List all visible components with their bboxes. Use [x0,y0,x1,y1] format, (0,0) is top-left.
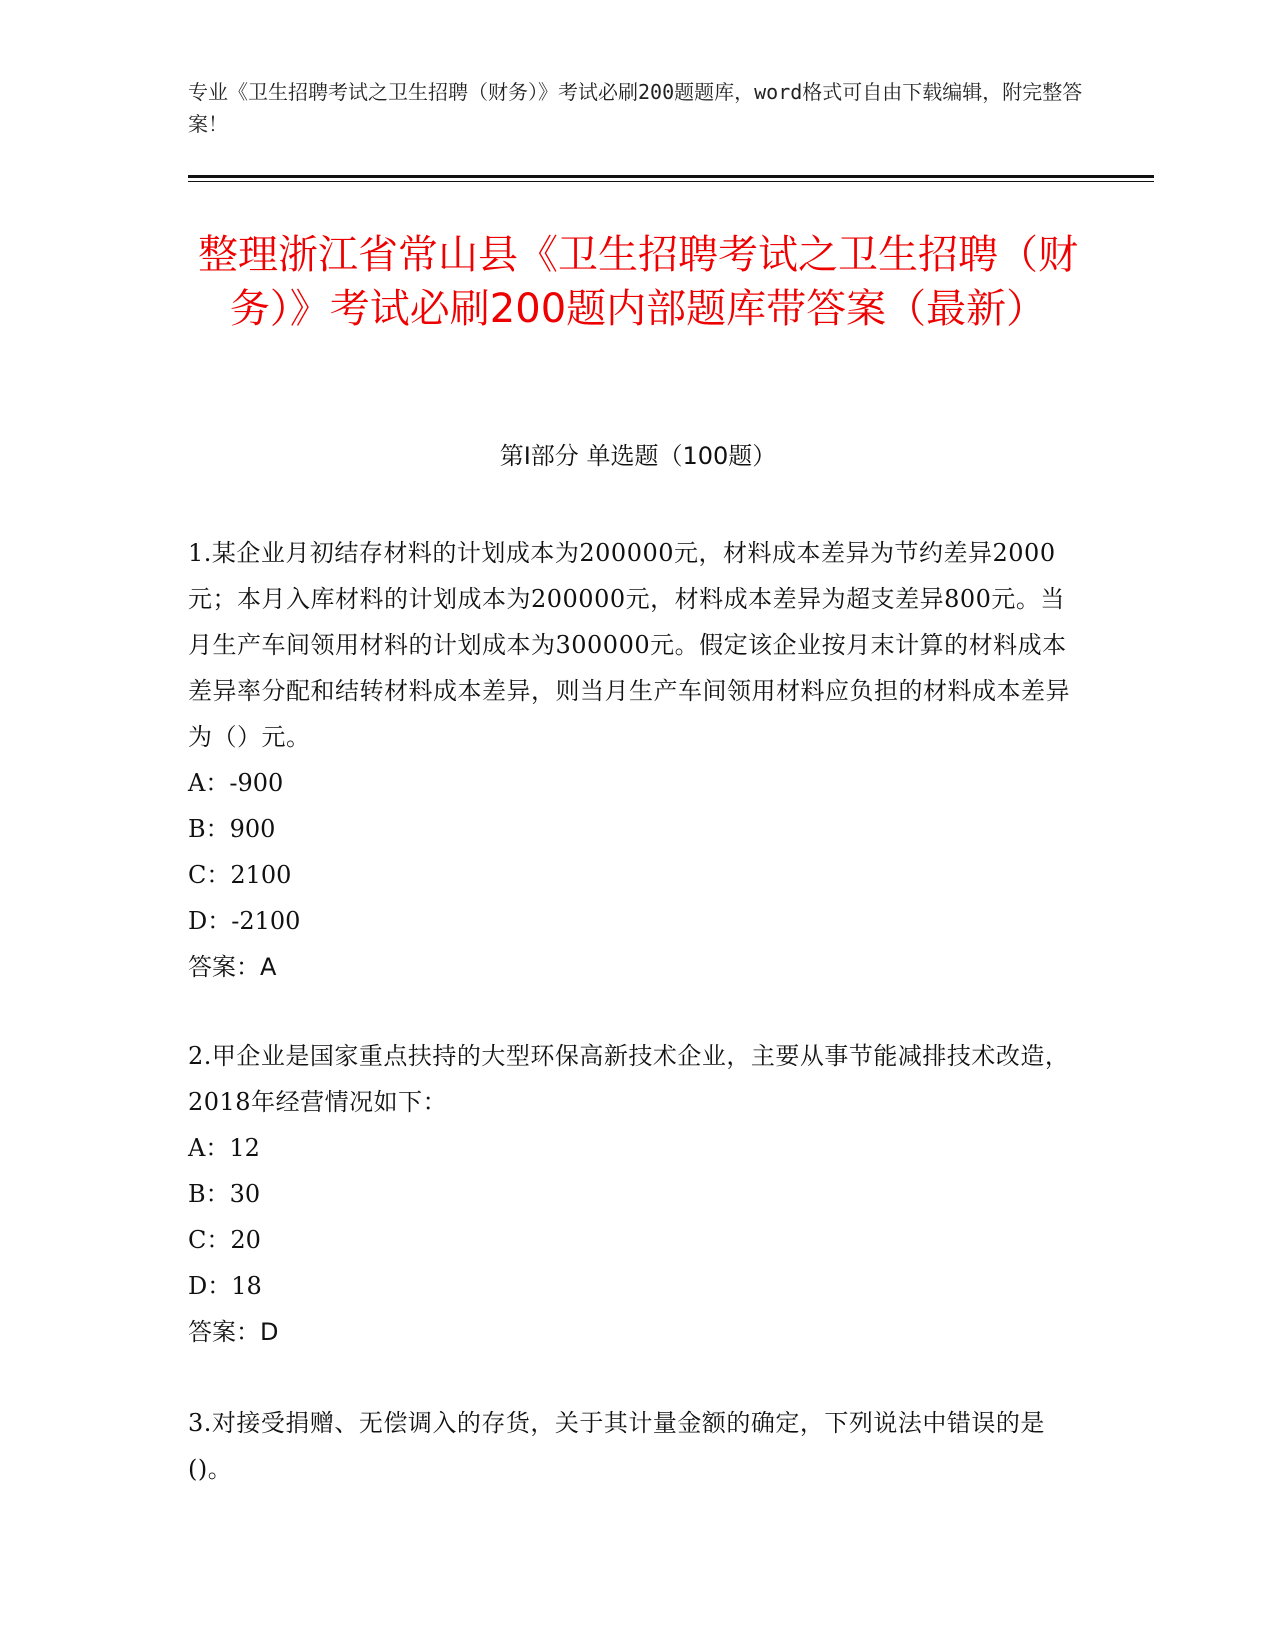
section-heading: 第Ⅰ部分 单选题（100题） [499,442,777,470]
answer: 答案：D [188,1318,279,1346]
header-note: 专业《卫生招聘考试之卫生招聘（财务）》考试必刷200题题库，word格式可自由下载编辑，附完整答案！ [188,80,1083,136]
question-stem: 1.某企业月初结存材料的计划成本为200000元，材料成本差异为节约差异2000元；本月入库材料的计划成本为200000元，材料成本差异为超支差异800元。当月生产车间领用材料的计划成本为300000元。假定该企业按月末计算的材料成本差异率分配和结转材料成本差异，则当月生产车间领用材料应负担的材料成本差异为（）元。 [188,539,1070,751]
option-c: C：2100 [188,861,292,889]
option-b: B：30 [188,1180,261,1208]
option-list [188,760,1088,944]
option-d: D：18 [188,1272,262,1300]
header-divider-thick [188,175,1154,178]
answer: 答案：A [188,953,277,981]
option-d: D：-2100 [188,907,301,935]
question-stem: 2.甲企业是国家重点扶持的大型环保高新技术企业，主要从事节能减排技术改造，2018年经营情况如下： [188,1042,1070,1116]
question-1 [188,530,1088,990]
question-3 [188,1400,1088,1492]
question-2 [188,1033,1088,1355]
option-b: B：900 [188,815,276,843]
option-a: A：12 [188,1134,260,1162]
document-title: 整理浙江省常山县《卫生招聘考试之卫生招聘（财务）》考试必刷200题内部题库带答案（最新） [198,232,1078,332]
question-stem: 3.对接受捐赠、无偿调入的存货，关于其计量金额的确定，下列说法中错误的是()。 [188,1409,1045,1483]
option-c: C：20 [188,1226,261,1254]
option-list [188,1125,1088,1309]
header-divider-thin [188,181,1154,182]
option-a: A：-900 [188,769,284,797]
